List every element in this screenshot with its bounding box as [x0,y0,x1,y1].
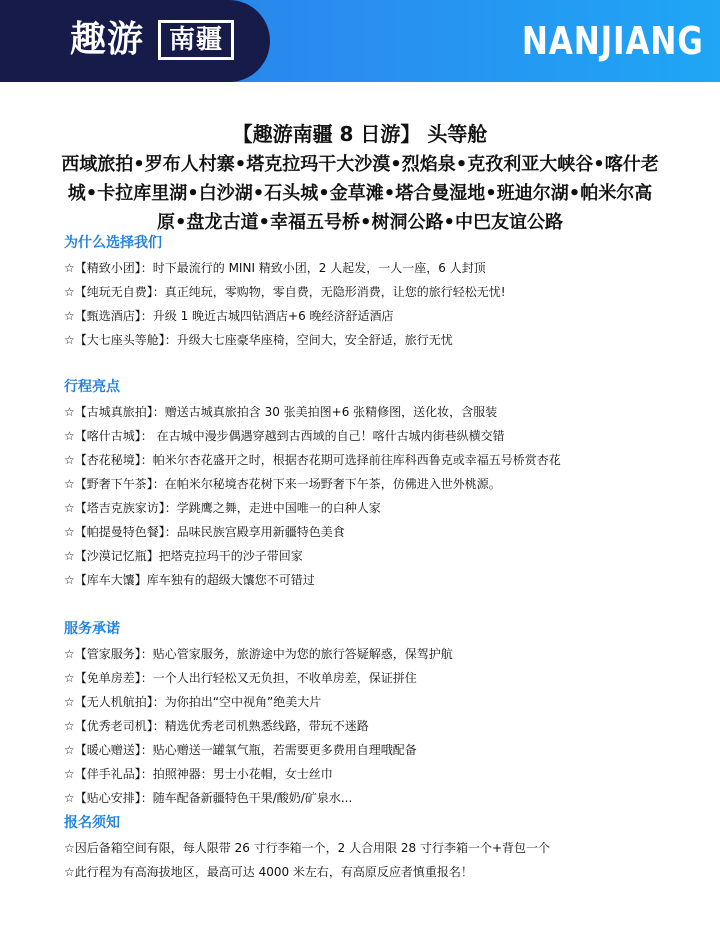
list-item: ☆【杏花秘境】：帕米尔杏花盛开之时，根据杏花期可选择前往库科西鲁克或幸福五号桥赏杏花 [64,453,561,467]
list-item: ☆【沙漠记忆瓶】把塔克拉玛干的沙子带回家 [64,549,303,563]
logo-region-box: 南疆 [158,20,234,60]
list-item: ☆【伴手礼品】：拍照神器：男士小花帽，女士丝巾 [64,767,333,781]
list-item: ☆【暖心赠送】：贴心赠送一罐氧气瓶，若需要更多费用自理哦配备 [64,743,417,757]
section-title-why-us: 为什么选择我们 [64,235,162,251]
page-title: 【趣游南疆 8 日游】 头等舱 [232,122,488,146]
route-summary: 西域旅拍•罗布人村寨•塔克拉玛干大沙漠•烈焰泉•克孜利亚大峡谷•喀什老城•卡拉库里湖•白沙湖•石头城•金草滩•塔合曼湿地•班迪尔湖•帕米尔高原•盘龙古道•幸福五号桥•树洞公路•中巴友谊公路 [61,154,659,233]
list-item: ☆【免单房差】：一个人出行轻松又无负担，不收单房差，保证拼住 [64,671,417,685]
list-item: ☆【塔吉克族家访】：学跳鹰之舞，走进中国唯一的白种人家 [64,501,381,515]
list-item: ☆【帕提曼特色餐】：品味民族宫殿享用新疆特色美食 [64,525,345,539]
list-item: ☆【库车大馕】库车独有的超级大馕您不可错过 [64,573,315,587]
list-item: ☆因后备箱空间有限，每人限带 26 寸行李箱一个，2 人合用限 28 寸行李箱一个+背包一个 [64,841,551,855]
list-item: ☆【喀什古城】： 在古城中漫步偶遇穿越到古西域的自己！喀什古城内街巷纵横交错 [64,429,505,443]
section-title-notice: 报名须知 [64,815,120,831]
section-title-service: 服务承诺 [64,621,120,637]
list-item: ☆【甄选酒店】：升级 1 晚近古城四钻酒店+6 晚经济舒适酒店 [64,309,394,323]
list-item: ☆【大七座头等舱】：升级大七座豪华座椅，空间大，安全舒适，旅行无忧 [64,333,453,347]
list-item: ☆【古城真旅拍】：赠送古城真旅拍含 30 张美拍图+6 张精修图，送化妆，含服装 [64,405,498,419]
list-item: ☆此行程为有高海拔地区，最高可达 4000 米左右，有高原反应者慎重报名！ [64,865,473,879]
list-item: ☆【纯玩无自费】：真正纯玩，零购物，零自费，无隐形消费，让您的旅行轻松无忧! [64,285,506,299]
page-header [0,0,720,82]
list-item: ☆【精致小团】：时下最流行的 MINI 精致小团，2 人起发，一人一座，6 人封顶 [64,261,486,275]
list-item: ☆【无人机航拍】：为你拍出“空中视角”绝美大片 [64,695,322,709]
list-item: ☆【贴心安排】：随车配备新疆特色干果/酸奶/矿泉水... [64,791,353,805]
brand-english: NANJIANG [522,19,704,63]
section-title-highlights: 行程亮点 [64,379,120,395]
list-item: ☆【优秀老司机】：精选优秀老司机熟悉线路，带玩不迷路 [64,719,369,733]
logo-text: 趣游 [70,19,145,60]
list-item: ☆【野奢下午茶】：在帕米尔秘境杏花树下来一场野奢下午茶，仿佛进入世外桃源。 [64,477,501,491]
list-item: ☆【管家服务】：贴心管家服务，旅游途中为您的旅行答疑解惑，保驾护航 [64,647,453,661]
